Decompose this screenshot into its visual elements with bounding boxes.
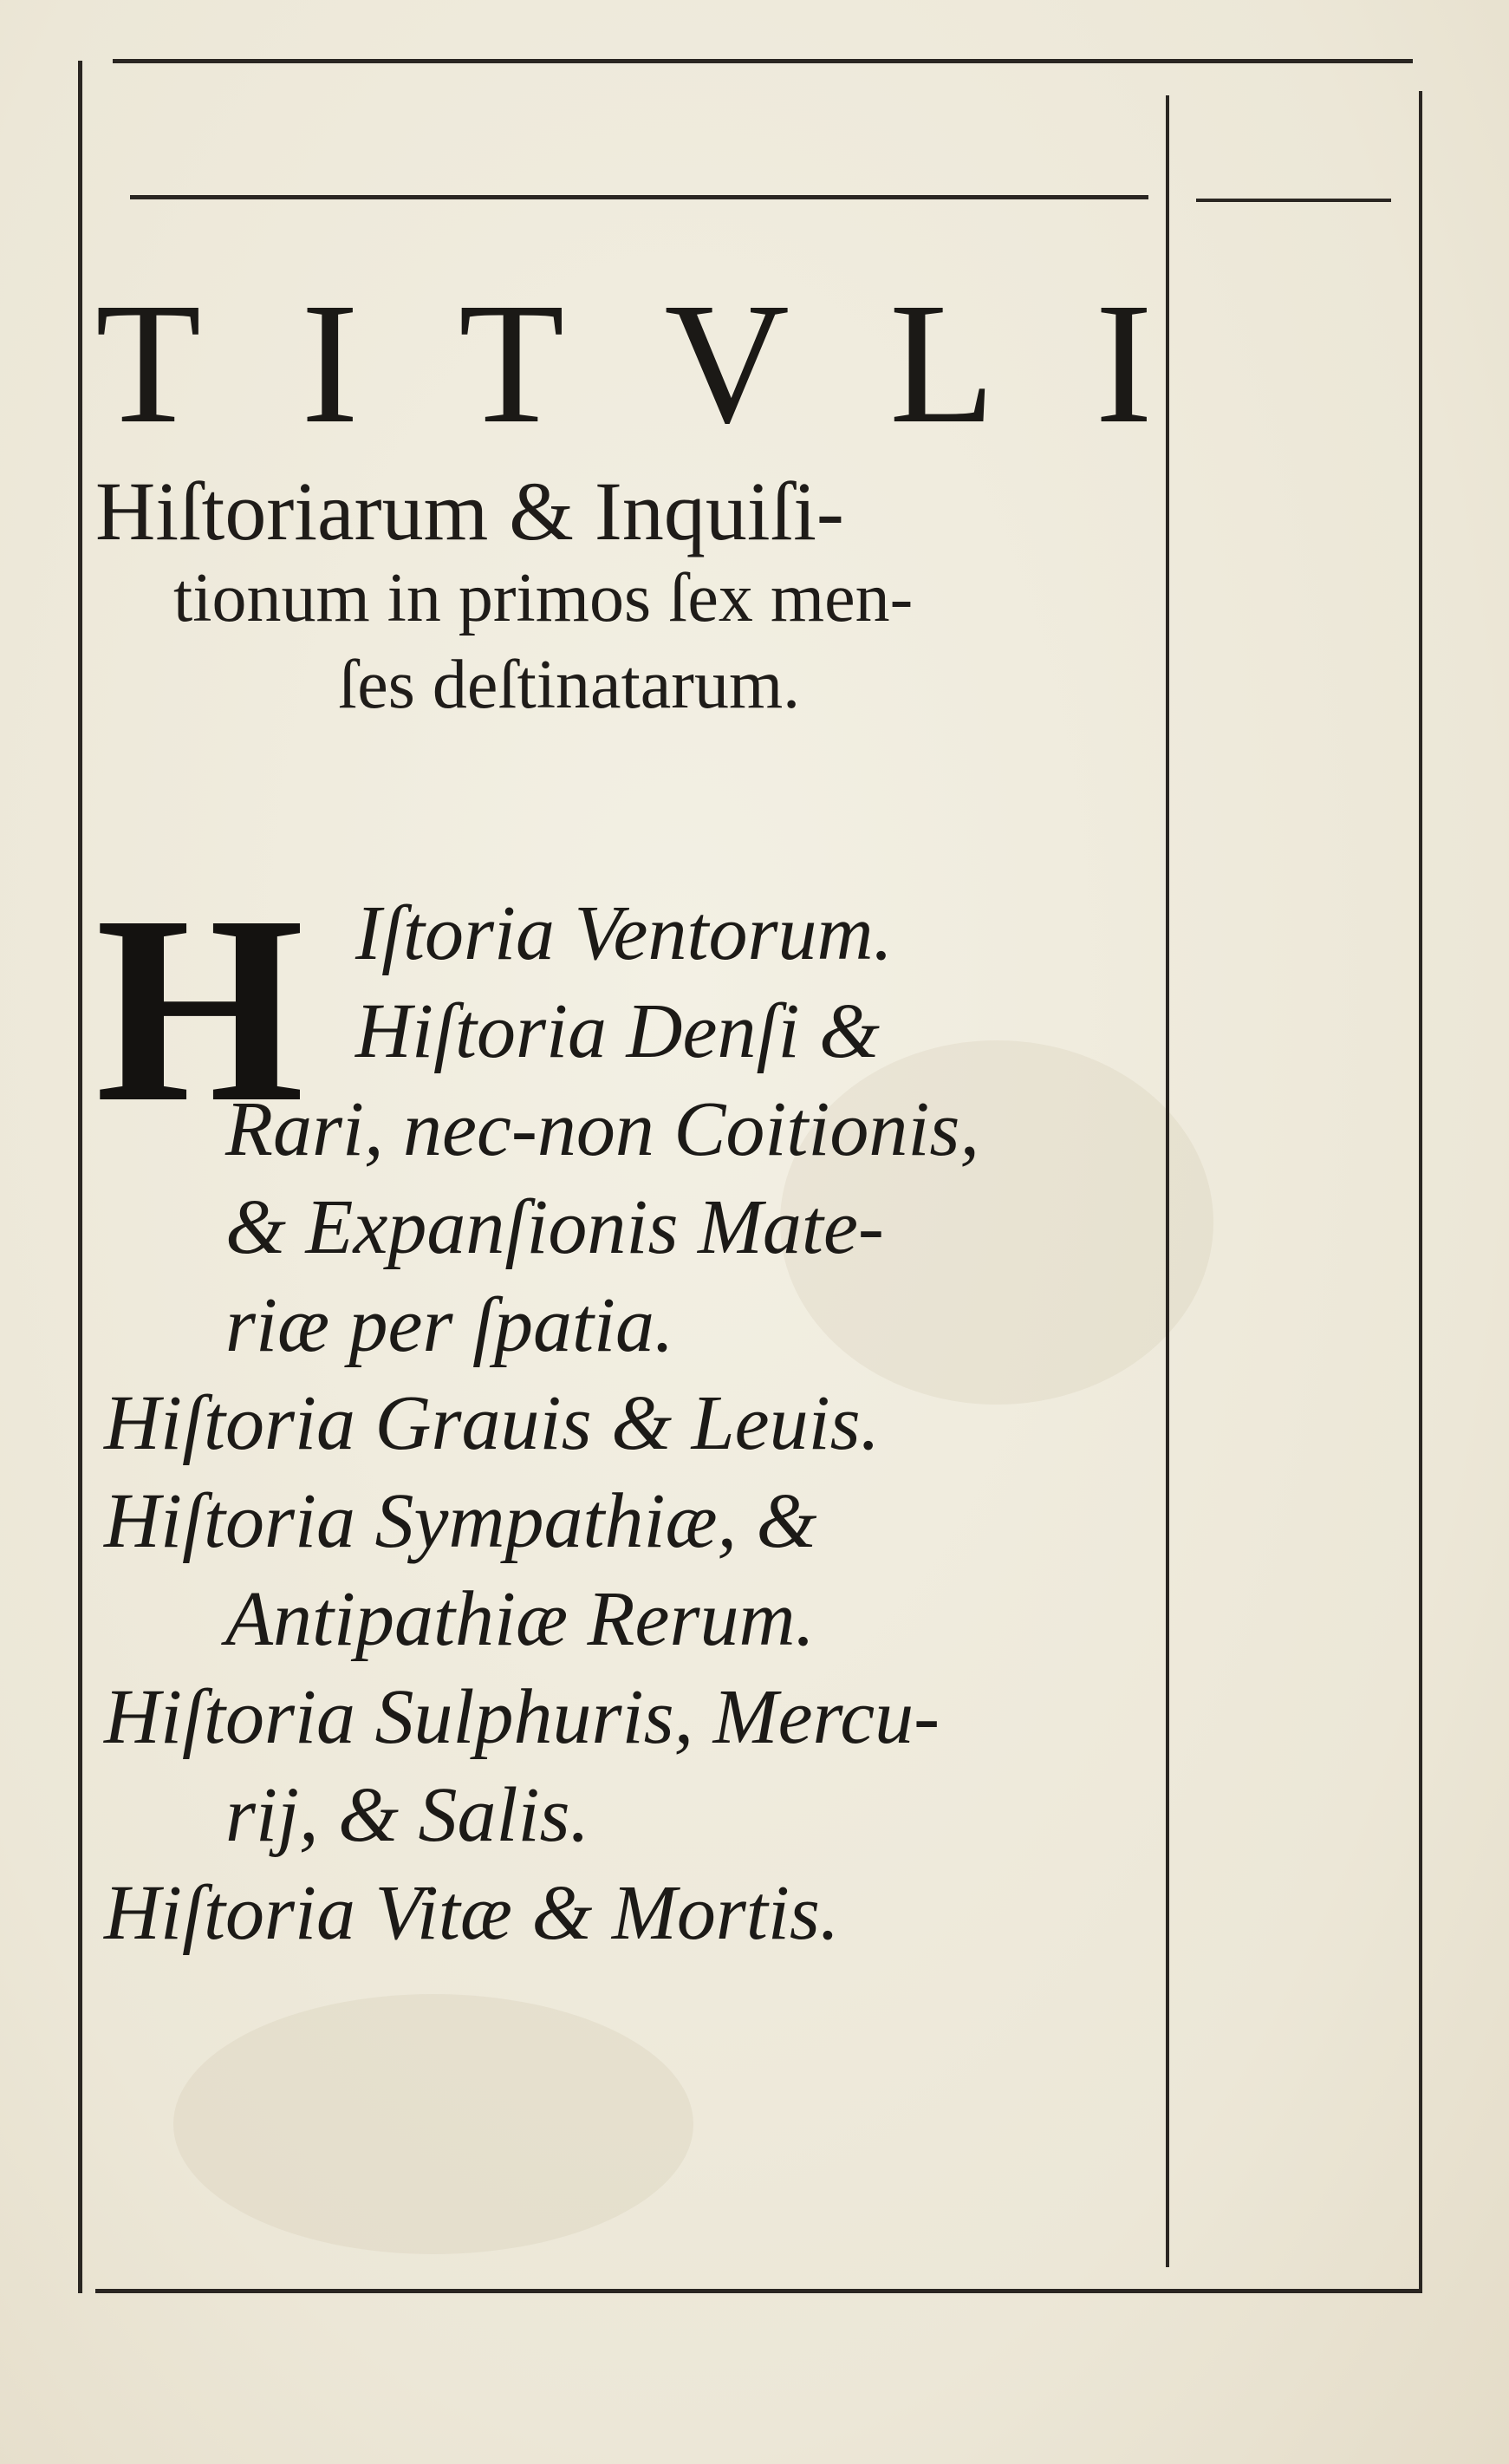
frame-left-rule [78,61,82,2293]
frame-right-rule [1419,91,1422,2293]
list-line: & Expanſionis Mate- [225,1184,884,1270]
list-line: Hiſtoria Sulphuris, Mercu- [104,1674,940,1760]
subtitle-line: tionum in primos ſex men- [173,560,914,636]
frame-top-rule [113,59,1413,63]
list-line: Rari, nec-non Coitionis, [225,1086,979,1172]
title-letter: T [459,268,565,460]
title-letter: I [301,268,359,460]
list-line: rij, & Salis. [225,1772,590,1858]
header-rule-main [130,195,1148,199]
list-line: Iſtoria Ventorum. [355,890,893,976]
subtitle [95,465,1161,728]
list-line: Hiſtoria Vitæ & Mortis. [104,1870,840,1956]
column-divider-rule [1166,95,1169,2267]
title-letter: T [95,268,202,460]
paper-stain [173,1994,693,2254]
list-line: Hiſtoria Sympathiæ, & [104,1478,817,1564]
page-title [95,268,1153,460]
list-line: riæ per ſpatia. [225,1282,674,1368]
subtitle-line: ſes deſtinatarum. [338,647,801,723]
title-letter: I [1095,268,1153,460]
subtitle-line: Hiſtoriarum & Inquiſi- [95,465,844,557]
header-rule-margin [1196,199,1391,202]
drop-cap: H [95,861,305,1158]
contents-list [104,884,1161,1962]
list-line: Hiſtoria Denſi & [355,988,880,1074]
frame-bottom-rule [95,2289,1421,2293]
title-letter: L [889,268,996,460]
title-letter: V [664,268,790,460]
list-line: Hiſtoria Grauis & Leuis. [104,1380,881,1466]
list-line: Antipathiæ Rerum. [225,1576,815,1662]
